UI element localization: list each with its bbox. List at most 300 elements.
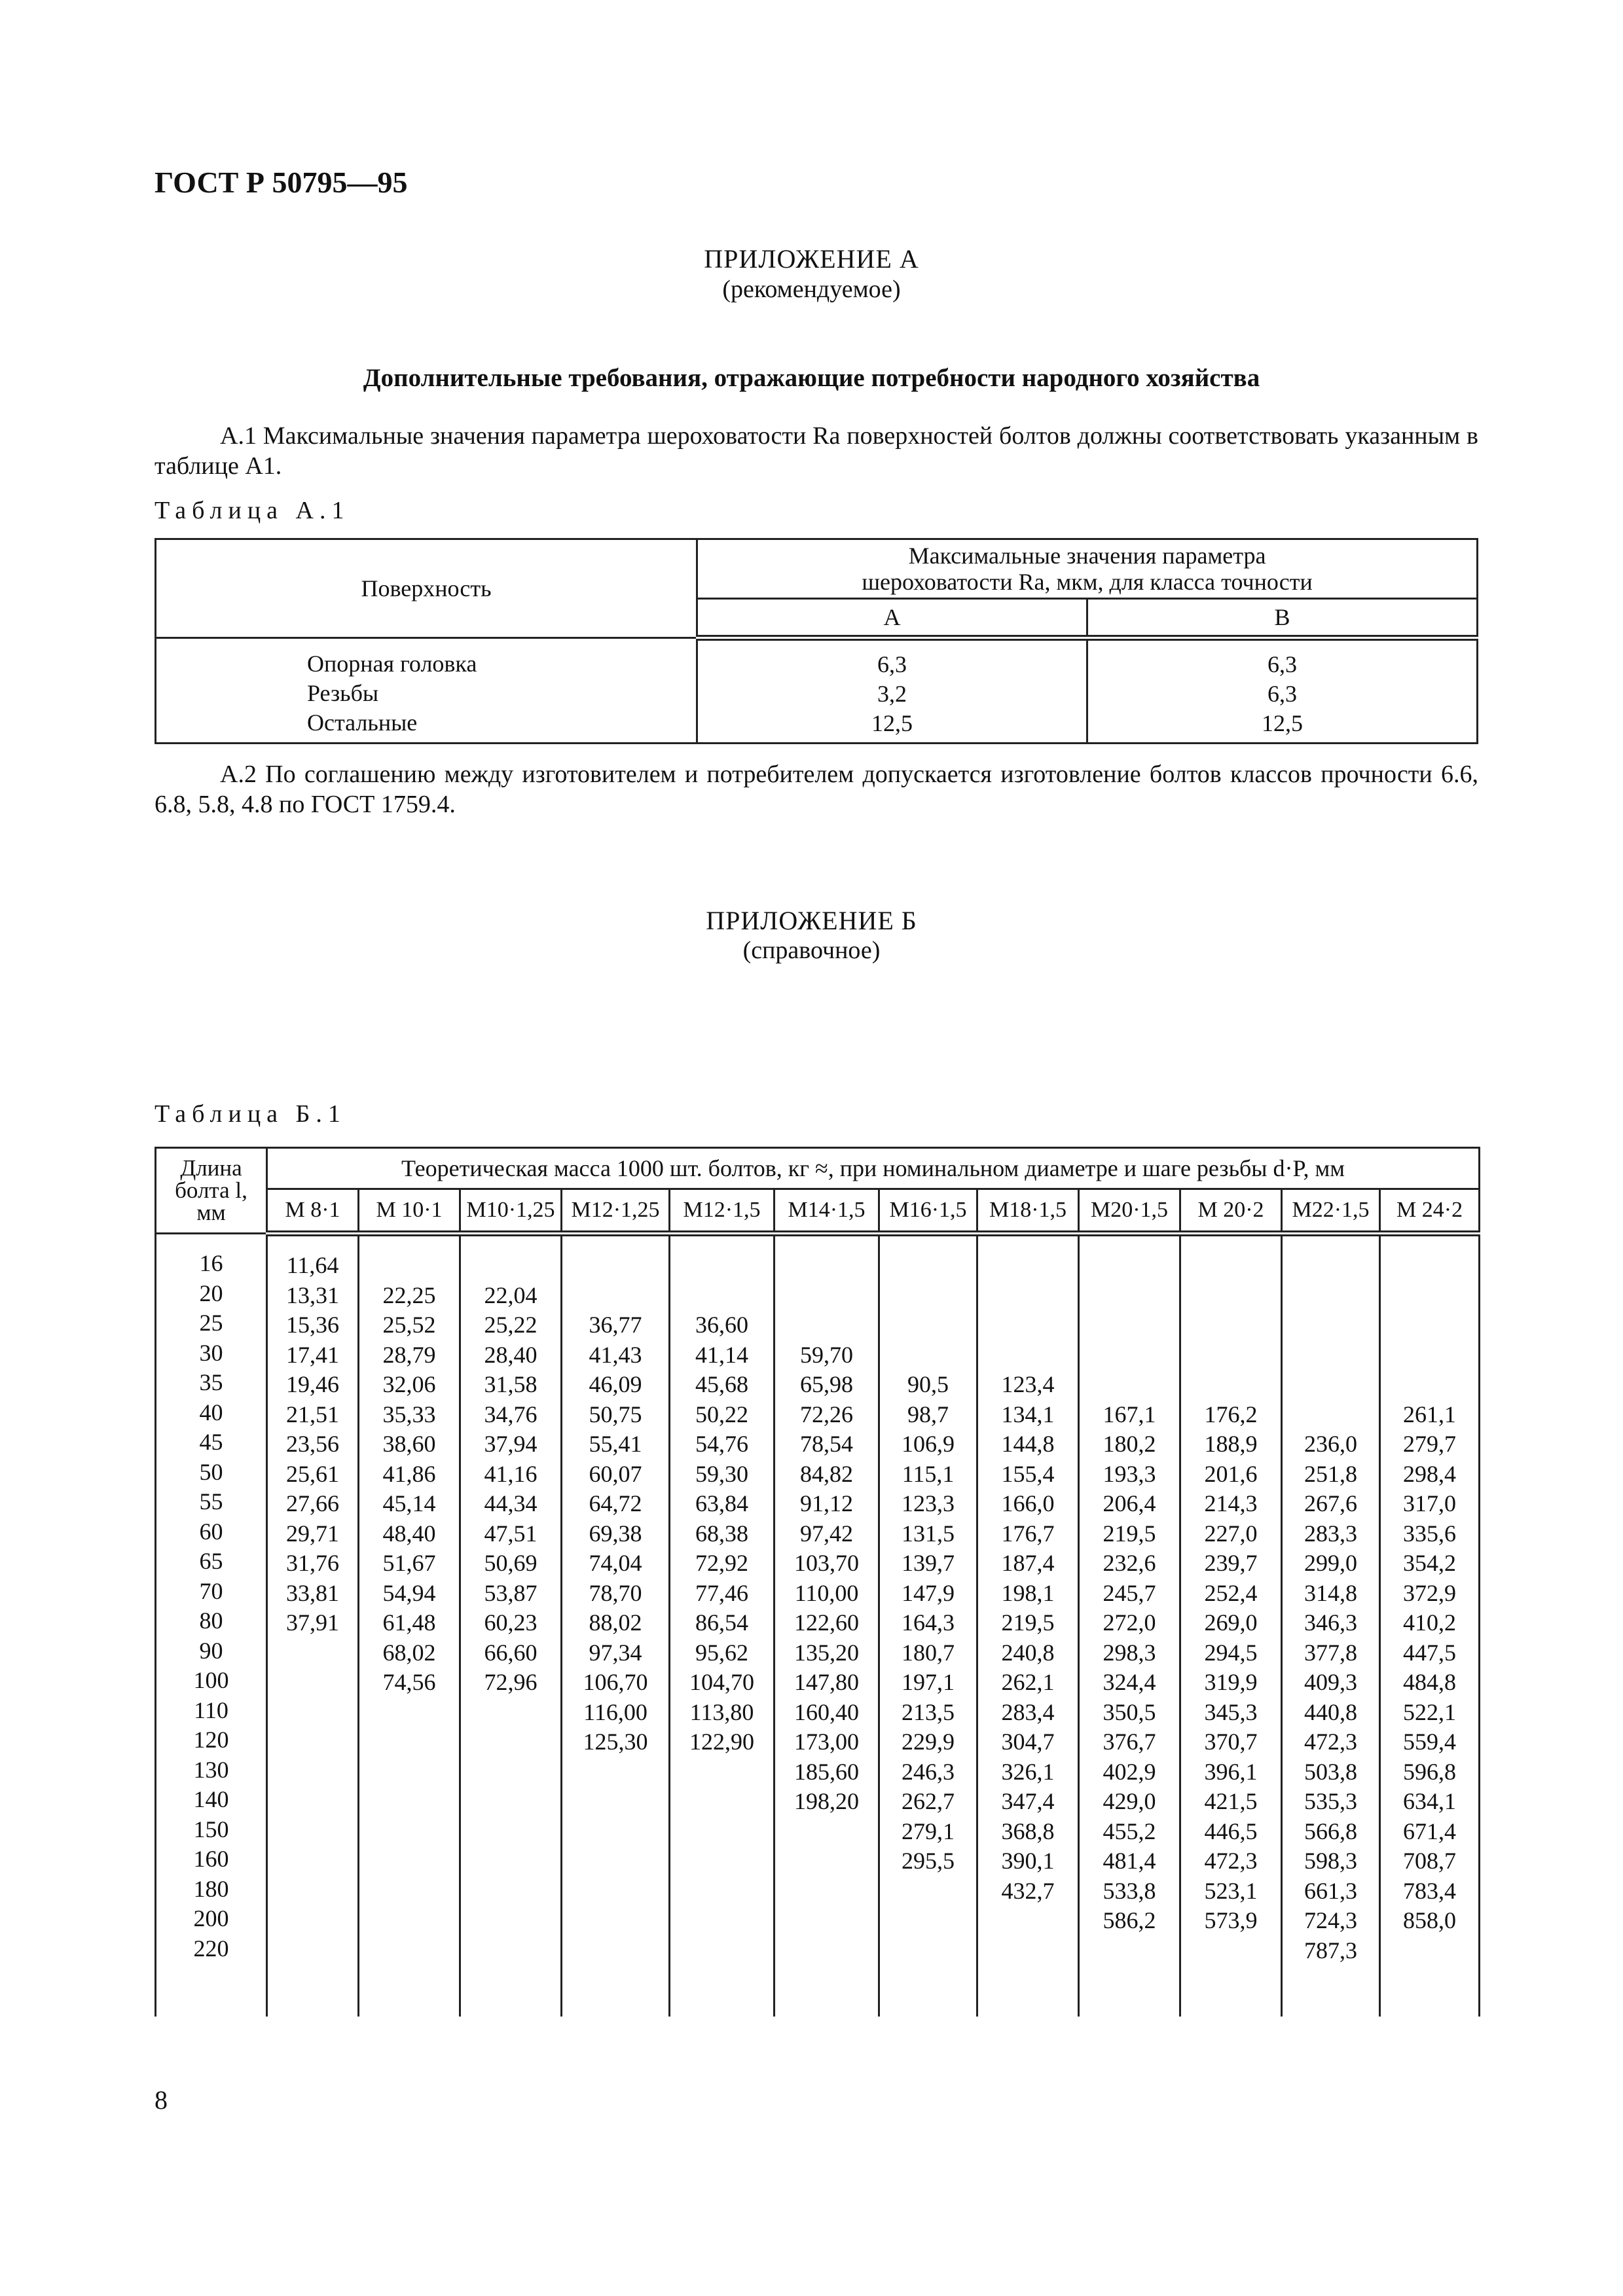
mass-cell (670, 1876, 773, 1907)
mass-cell: 440,8 (1304, 1698, 1357, 1725)
header-bolt-length-line1: Длина (180, 1155, 242, 1181)
length-cell: 130 (193, 1756, 229, 1783)
length-cell: 110 (194, 1696, 228, 1723)
header-thread-col: М18·1,5 (977, 1189, 1079, 1234)
paragraph-a1-text: А.1 Максимальные значения параметра шероховатости Ra поверхностей болтов должны соответствовать указанным в таблице А1. (155, 422, 1478, 480)
mass-cell: 586,2 (1103, 1907, 1156, 1933)
mass-cell: 198,1 (1001, 1579, 1055, 1606)
mass-cell: 28,40 (484, 1341, 538, 1368)
length-column (156, 1234, 267, 2017)
mass-cell: 41,14 (695, 1341, 748, 1368)
mass-cell (461, 1817, 560, 1847)
mass-cell (1181, 1281, 1281, 1311)
mass-cell: 72,92 (695, 1550, 748, 1576)
length-cell: 90 (199, 1637, 223, 1664)
mass-cell: 103,70 (794, 1550, 859, 1576)
mass-cell: 396,1 (1204, 1758, 1258, 1785)
mass-cell: 166,0 (1001, 1490, 1055, 1516)
length-cell: 180 (193, 1875, 229, 1902)
mass-cell: 50,22 (695, 1401, 748, 1427)
mass-cell (775, 1310, 878, 1340)
mass-cell (1283, 1370, 1379, 1400)
mass-cell: 472,3 (1204, 1848, 1258, 1874)
mass-cell: 176,7 (1001, 1520, 1055, 1547)
length-cell: 200 (193, 1905, 229, 1931)
mass-cell (1381, 1281, 1478, 1311)
mass-cell (461, 1936, 560, 1966)
mass-cell: 523,1 (1204, 1877, 1258, 1904)
mass-cell: 54,76 (695, 1431, 748, 1457)
mass-cell: 13,31 (286, 1282, 339, 1308)
length-cell: 30 (199, 1339, 223, 1366)
mass-cell: 598,3 (1304, 1848, 1357, 1874)
mass-cell (461, 1698, 560, 1728)
mass-cell: 61,48 (382, 1609, 436, 1636)
surface-cell: Остальные (307, 709, 418, 736)
ra-b-cell: 12,5 (1262, 710, 1303, 736)
mass-cell (268, 1846, 357, 1876)
mass-cell (1181, 1370, 1281, 1400)
mass-cell: 227,0 (1204, 1520, 1258, 1547)
length-cell: 20 (199, 1280, 223, 1306)
mass-cell: 88,02 (589, 1609, 642, 1636)
mass-cell: 324,4 (1103, 1669, 1156, 1695)
mass-cell (880, 1876, 976, 1907)
mass-cell: 446,5 (1204, 1818, 1258, 1844)
header-thread-col: М12·1,5 (670, 1189, 775, 1234)
mass-cell: 11,64 (286, 1252, 339, 1278)
mass-cell: 64,72 (589, 1490, 642, 1516)
mass-cell: 350,5 (1103, 1698, 1156, 1725)
mass-cell: 402,9 (1103, 1758, 1156, 1785)
mass-cell (268, 1876, 357, 1907)
mass-cell: 390,1 (1001, 1848, 1055, 1874)
mass-cell (268, 1817, 357, 1847)
mass-cell: 147,80 (794, 1669, 859, 1695)
mass-cell: 173,00 (794, 1729, 859, 1755)
mass-cell: 78,54 (800, 1431, 853, 1457)
mass-cell (978, 1340, 1078, 1371)
mass-cell: 214,3 (1204, 1490, 1258, 1516)
mass-cell: 122,60 (794, 1609, 859, 1636)
mass-cell (1381, 1310, 1478, 1340)
appendix-b-subtitle: (справочное) (742, 937, 881, 964)
mass-cell (880, 1340, 976, 1371)
header-thread-col: М12·1,25 (562, 1189, 670, 1234)
mass-cell (978, 1936, 1078, 1966)
mass-cell (670, 1817, 773, 1847)
mass-cell: 97,42 (800, 1520, 853, 1547)
mass-cell (1283, 1310, 1379, 1340)
mass-cell: 31,58 (484, 1371, 538, 1397)
appendix-a-subtitle: (рекомендуемое) (722, 276, 901, 303)
mass-column (359, 1234, 460, 2017)
length-cell: 160 (193, 1846, 229, 1872)
mass-column (562, 1234, 670, 2017)
ra-b-cell: 6,3 (1267, 651, 1297, 677)
mass-cell: 455,2 (1103, 1818, 1156, 1844)
paragraph-a1 (155, 421, 1478, 481)
mass-cell (461, 1846, 560, 1876)
mass-cell (670, 1936, 773, 1966)
mass-cell: 25,61 (286, 1460, 339, 1487)
mass-column (670, 1234, 775, 2017)
mass-cell: 68,38 (695, 1520, 748, 1547)
mass-cell: 95,62 (695, 1639, 748, 1666)
mass-cell (359, 1251, 459, 1281)
mass-cell (1283, 1251, 1379, 1281)
mass-column (775, 1234, 879, 2017)
class-a-column (697, 638, 1087, 744)
mass-cell: 185,60 (794, 1758, 859, 1785)
mass-cell (461, 1906, 560, 1936)
mass-cell: 240,8 (1001, 1639, 1055, 1666)
mass-cell: 573,9 (1204, 1907, 1258, 1933)
table-b1 (155, 1147, 1480, 2017)
mass-cell: 180,2 (1103, 1431, 1156, 1457)
mass-cell: 279,1 (902, 1818, 955, 1844)
mass-cell: 783,4 (1403, 1877, 1457, 1904)
mass-cell: 180,7 (902, 1639, 955, 1666)
mass-cell (359, 1876, 459, 1907)
mass-cell: 31,76 (286, 1550, 339, 1576)
header-bolt-length-line3: мм (196, 1200, 226, 1225)
mass-cell: 25,52 (382, 1312, 436, 1338)
length-cell: 50 (199, 1458, 223, 1485)
mass-cell: 86,54 (695, 1609, 748, 1636)
mass-cell: 213,5 (902, 1698, 955, 1725)
header-ra (697, 539, 1478, 599)
mass-cell (562, 1251, 668, 1281)
mass-cell (978, 1251, 1078, 1281)
mass-cell (880, 1251, 976, 1281)
mass-cell (268, 1906, 357, 1936)
mass-cell: 68,02 (382, 1639, 436, 1666)
mass-cell: 160,40 (794, 1698, 859, 1725)
mass-cell: 164,3 (902, 1609, 955, 1636)
mass-cell: 596,8 (1403, 1758, 1457, 1785)
mass-cell: 484,8 (1403, 1669, 1457, 1695)
mass-cell: 176,2 (1204, 1401, 1258, 1427)
mass-cell: 125,30 (583, 1729, 648, 1755)
mass-cell: 106,70 (583, 1669, 648, 1695)
mass-cell (775, 1936, 878, 1966)
length-cell: 60 (199, 1518, 223, 1545)
mass-column (879, 1234, 977, 2017)
mass-cell: 90,5 (907, 1371, 949, 1397)
length-cell: 45 (199, 1429, 223, 1455)
mass-cell: 78,70 (589, 1579, 642, 1606)
mass-cell: 98,7 (907, 1401, 949, 1427)
mass-cell: 503,8 (1304, 1758, 1357, 1785)
mass-cell (670, 1281, 773, 1311)
mass-cell: 47,51 (484, 1520, 538, 1547)
header-thread-col: М10·1,25 (460, 1189, 562, 1234)
length-cell: 16 (199, 1250, 223, 1276)
mass-cell: 251,8 (1304, 1460, 1357, 1487)
mass-cell: 69,38 (589, 1520, 642, 1547)
mass-cell (1080, 1281, 1179, 1311)
mass-cell: 33,81 (286, 1579, 339, 1606)
mass-cell: 63,84 (695, 1490, 748, 1516)
mass-cell (461, 1251, 560, 1281)
mass-cell: 36,60 (695, 1312, 748, 1338)
length-cell: 70 (199, 1577, 223, 1604)
mass-cell (1381, 1251, 1478, 1281)
mass-cell: 201,6 (1204, 1460, 1258, 1487)
mass-cell: 522,1 (1403, 1698, 1457, 1725)
mass-cell: 25,22 (484, 1312, 538, 1338)
mass-cell: 135,20 (794, 1639, 859, 1666)
mass-cell (775, 1251, 878, 1281)
mass-cell: 372,9 (1403, 1579, 1457, 1606)
mass-cell: 122,90 (689, 1729, 754, 1755)
mass-cell: 447,5 (1403, 1639, 1457, 1666)
mass-cell: 17,41 (286, 1341, 339, 1368)
length-cell: 140 (193, 1786, 229, 1812)
mass-cell: 299,0 (1304, 1550, 1357, 1576)
header-thread-col: М 20·2 (1180, 1189, 1282, 1234)
mass-cell (562, 1757, 668, 1787)
mass-cell: 283,3 (1304, 1520, 1357, 1547)
mass-cell (562, 1846, 668, 1876)
mass-cell: 272,0 (1103, 1609, 1156, 1636)
header-thread-col: М20·1,5 (1079, 1189, 1180, 1234)
mass-cell (562, 1281, 668, 1311)
header-class-b: В (1087, 599, 1478, 638)
page-number: 8 (155, 2085, 168, 2115)
mass-cell (359, 1698, 459, 1728)
mass-cell: 317,0 (1403, 1490, 1457, 1516)
length-cell: 100 (193, 1667, 229, 1693)
mass-cell (562, 1906, 668, 1936)
mass-cell: 131,5 (902, 1520, 955, 1547)
mass-cell (1283, 1400, 1379, 1430)
length-cell: 40 (199, 1399, 223, 1426)
mass-cell (461, 1787, 560, 1817)
mass-cell: 298,4 (1403, 1460, 1457, 1487)
mass-cell: 370,7 (1204, 1729, 1258, 1755)
mass-cell: 421,5 (1204, 1788, 1258, 1814)
mass-cell (1080, 1370, 1179, 1400)
mass-cell: 123,4 (1001, 1371, 1055, 1397)
header-thread-col: М 10·1 (359, 1189, 460, 1234)
mass-cell (359, 1757, 459, 1787)
mass-cell: 410,2 (1403, 1609, 1457, 1636)
header-bolt-length-line2: болта l, (175, 1177, 247, 1203)
mass-cell: 139,7 (902, 1550, 955, 1576)
mass-cell: 104,70 (689, 1669, 754, 1695)
mass-cell (562, 1936, 668, 1966)
mass-cell (775, 1846, 878, 1876)
mass-cell: 110,00 (794, 1579, 859, 1606)
mass-cell (1283, 1340, 1379, 1371)
mass-cell (1381, 1936, 1478, 1966)
mass-cell (1080, 1310, 1179, 1340)
mass-cell (775, 1281, 878, 1311)
mass-cell (268, 1668, 357, 1698)
mass-cell: 34,76 (484, 1401, 538, 1427)
mass-cell: 97,34 (589, 1639, 642, 1666)
mass-cell (1181, 1310, 1281, 1340)
length-cell: 55 (199, 1488, 223, 1515)
length-cell: 120 (193, 1727, 229, 1753)
mass-cell: 566,8 (1304, 1818, 1357, 1844)
ra-a-cell: 3,2 (877, 681, 907, 707)
mass-cell: 326,1 (1001, 1758, 1055, 1785)
mass-cell: 559,4 (1403, 1729, 1457, 1755)
mass-cell: 262,1 (1001, 1669, 1055, 1695)
mass-cell (1181, 1251, 1281, 1281)
mass-cell (1381, 1370, 1478, 1400)
length-cell: 80 (199, 1607, 223, 1634)
mass-cell: 269,0 (1204, 1609, 1258, 1636)
header-ra-line2: шероховатости Ra, мкм, для класса точности (862, 569, 1313, 595)
mass-column (1380, 1234, 1480, 2017)
mass-cell: 21,51 (286, 1401, 339, 1427)
mass-cell: 22,25 (382, 1282, 436, 1308)
header-ra-line1: Максимальные значения параметра (908, 543, 1266, 569)
standard-code: ГОСТ Р 50795—95 (155, 166, 408, 199)
mass-cell: 345,3 (1204, 1698, 1258, 1725)
mass-cell (359, 1817, 459, 1847)
mass-column (1180, 1234, 1282, 2017)
header-thread-col: М 24·2 (1380, 1189, 1480, 1234)
mass-cell: 44,34 (484, 1490, 538, 1516)
length-cell: 65 (199, 1548, 223, 1574)
mass-cell: 46,09 (589, 1371, 642, 1397)
mass-cell: 319,9 (1204, 1669, 1258, 1695)
mass-cell: 368,8 (1001, 1818, 1055, 1844)
mass-cell: 279,7 (1403, 1431, 1457, 1457)
mass-cell: 50,69 (484, 1550, 538, 1576)
mass-cell: 115,1 (902, 1460, 955, 1487)
mass-cell: 229,9 (902, 1729, 955, 1755)
mass-cell: 304,7 (1001, 1729, 1055, 1755)
mass-cell (880, 1906, 976, 1936)
mass-cell: 41,16 (484, 1460, 538, 1487)
mass-cell: 53,87 (484, 1579, 538, 1606)
mass-column (460, 1234, 562, 2017)
mass-cell (359, 1727, 459, 1757)
mass-cell (359, 1846, 459, 1876)
mass-cell: 314,8 (1304, 1579, 1357, 1606)
mass-cell: 481,4 (1103, 1848, 1156, 1874)
mass-cell: 298,3 (1103, 1639, 1156, 1666)
mass-cell: 533,8 (1103, 1877, 1156, 1904)
mass-cell: 409,3 (1304, 1669, 1357, 1695)
mass-cell: 106,9 (902, 1431, 955, 1457)
mass-cell: 377,8 (1304, 1639, 1357, 1666)
mass-cell: 15,36 (286, 1312, 339, 1338)
mass-cell: 267,6 (1304, 1490, 1357, 1516)
mass-cell (1181, 1936, 1281, 1966)
mass-cell: 74,04 (589, 1550, 642, 1576)
mass-cell: 27,66 (286, 1490, 339, 1516)
mass-cell: 41,43 (589, 1341, 642, 1368)
mass-cell: 724,3 (1304, 1907, 1357, 1933)
mass-cell: 472,3 (1304, 1729, 1357, 1755)
mass-cell: 167,1 (1103, 1401, 1156, 1427)
mass-cell: 634,1 (1403, 1788, 1457, 1814)
mass-cell: 66,60 (484, 1639, 538, 1666)
mass-cell (775, 1817, 878, 1847)
mass-cell (359, 1906, 459, 1936)
mass-cell (1080, 1340, 1179, 1371)
mass-cell: 50,75 (589, 1401, 642, 1427)
mass-cell: 35,33 (382, 1401, 436, 1427)
mass-cell (775, 1876, 878, 1907)
mass-cell: 708,7 (1403, 1848, 1457, 1874)
header-thread-col: М14·1,5 (775, 1189, 879, 1234)
mass-cell: 147,9 (902, 1579, 955, 1606)
mass-cell (268, 1727, 357, 1757)
mass-cell: 198,20 (794, 1788, 859, 1814)
mass-cell: 116,00 (583, 1698, 647, 1725)
mass-cell: 261,1 (1403, 1401, 1457, 1427)
mass-cell: 29,71 (286, 1520, 339, 1547)
mass-cell: 134,1 (1001, 1401, 1055, 1427)
mass-cell (1080, 1936, 1179, 1966)
mass-cell (268, 1936, 357, 1966)
mass-cell: 45,68 (695, 1371, 748, 1397)
mass-cell: 38,60 (382, 1431, 436, 1457)
header-thread-col: М16·1,5 (879, 1189, 977, 1234)
mass-cell: 77,46 (695, 1579, 748, 1606)
mass-cell: 858,0 (1403, 1907, 1457, 1933)
mass-cell: 37,94 (484, 1431, 538, 1457)
mass-column (1282, 1234, 1380, 2017)
mass-cell: 72,96 (484, 1669, 538, 1695)
mass-cell: 294,5 (1204, 1639, 1258, 1666)
table-a1-caption: Таблица А.1 (155, 497, 350, 524)
mass-cell: 123,3 (902, 1490, 955, 1516)
paragraph-a2-text: А.2 По соглашению между изготовителем и потребителем допускается изготовление болтов классов прочности 6.6, 6.8, 5.8, 4.8 по ГОСТ 1759.4. (155, 761, 1478, 818)
mass-cell: 661,3 (1304, 1877, 1357, 1904)
mass-cell: 59,30 (695, 1460, 748, 1487)
mass-cell: 65,98 (800, 1371, 853, 1397)
appendix-a-title: ПРИЛОЖЕНИЕ А (704, 244, 919, 274)
mass-cell: 91,12 (800, 1490, 853, 1516)
mass-cell: 55,41 (589, 1431, 642, 1457)
mass-cell (461, 1876, 560, 1907)
mass-cell (268, 1698, 357, 1728)
mass-cell: 23,56 (286, 1431, 339, 1457)
mass-cell: 346,3 (1304, 1609, 1357, 1636)
mass-cell (268, 1787, 357, 1817)
mass-cell (1283, 1281, 1379, 1311)
mass-column (1079, 1234, 1180, 2017)
mass-cell (670, 1906, 773, 1936)
mass-cell: 354,2 (1403, 1550, 1457, 1576)
mass-cell (268, 1757, 357, 1787)
mass-cell (978, 1310, 1078, 1340)
mass-cell: 295,5 (902, 1848, 955, 1874)
mass-cell: 787,3 (1304, 1937, 1357, 1964)
length-cell: 35 (199, 1369, 223, 1395)
mass-cell: 535,3 (1304, 1788, 1357, 1814)
header-mass: Теоретическая масса 1000 шт. болтов, кг ≈, при номинальном диаметре и шаге резьбы d·P, мм (267, 1148, 1480, 1189)
mass-cell (670, 1757, 773, 1787)
mass-cell: 84,82 (800, 1460, 853, 1487)
mass-cell (1181, 1340, 1281, 1371)
mass-cell: 232,6 (1103, 1550, 1156, 1576)
mass-cell (775, 1906, 878, 1936)
mass-cell (978, 1906, 1078, 1936)
mass-cell (880, 1310, 976, 1340)
mass-cell: 252,4 (1204, 1579, 1258, 1606)
mass-cell: 219,5 (1103, 1520, 1156, 1547)
